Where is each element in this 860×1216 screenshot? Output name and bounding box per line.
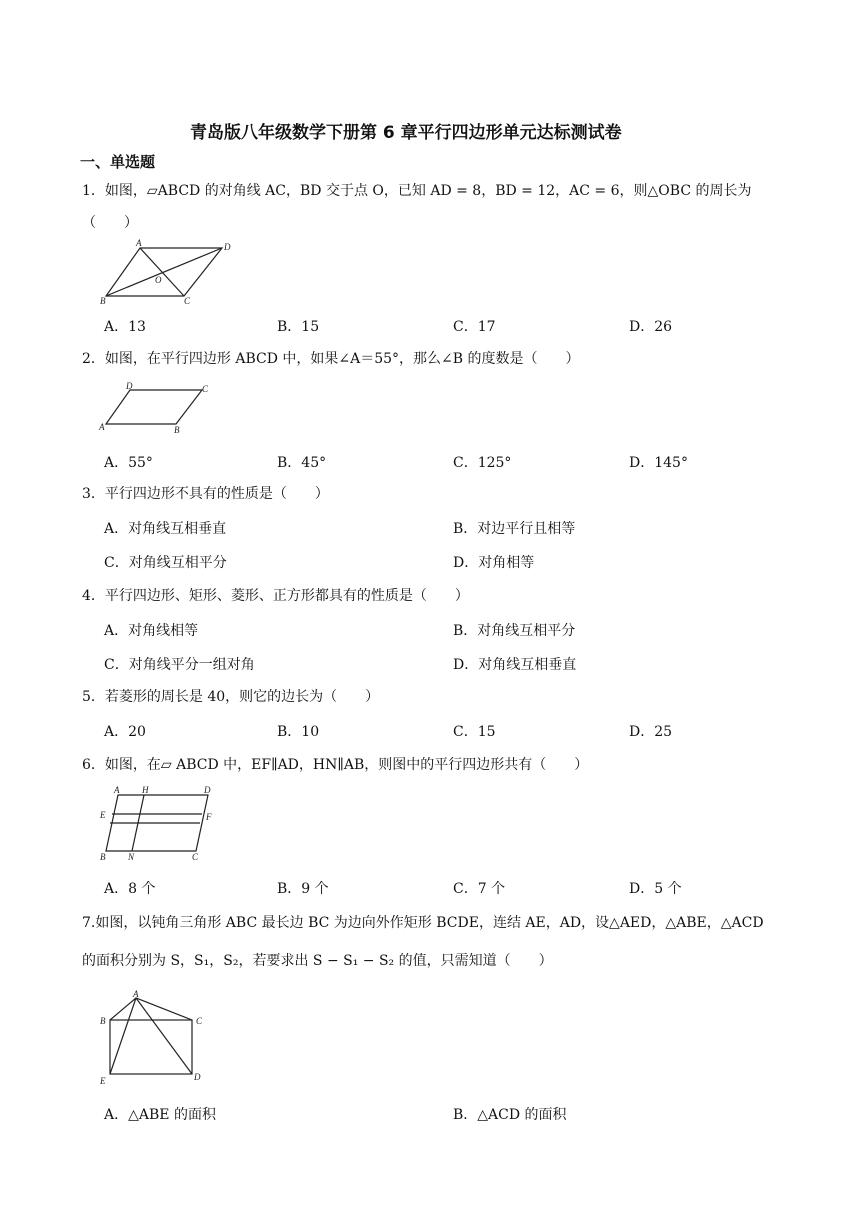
section-heading: 一、单选题: [80, 153, 156, 171]
fig1-label-o: O: [155, 275, 162, 285]
question-6-option-b[interactable]: B．9 个: [277, 881, 329, 897]
question-1-stem: 1．如图，▱ABCD 的对角线 AC，BD 交于点 O，已知 AD = 8，BD = 12，AC = 6，则△OBC 的周长为: [82, 183, 752, 199]
question-4-stem: 4．平行四边形、矩形、菱形、正方形都具有的性质是（ ）: [82, 588, 469, 604]
question-2-option-a[interactable]: A．55°: [104, 455, 153, 471]
question-7-option-a[interactable]: A．△ABE 的面积: [104, 1107, 216, 1123]
question-4-option-a[interactable]: A．对角线相等: [104, 623, 199, 639]
question-2-option-b[interactable]: B．45°: [277, 455, 327, 471]
question-7-figure: [98, 990, 214, 1090]
question-6-option-a[interactable]: A．8 个: [104, 881, 156, 897]
fig1-label-c: C: [184, 296, 191, 306]
fig6-label-d: D: [204, 785, 211, 795]
question-2-figure: [98, 380, 218, 436]
question-1-option-b[interactable]: B．15: [277, 319, 320, 335]
question-4-option-d[interactable]: D．对角线互相垂直: [453, 657, 577, 673]
fig6-label-b: B: [100, 852, 106, 862]
question-5-option-a[interactable]: A．20: [104, 724, 146, 740]
question-5-option-c[interactable]: C．15: [453, 724, 496, 740]
fig7-label-c: C: [196, 1016, 203, 1026]
fig6-label-f: F: [206, 812, 212, 822]
fig1-label-d: D: [224, 242, 231, 252]
question-2-option-c[interactable]: C．125°: [453, 455, 512, 471]
question-1-figure: [98, 238, 238, 308]
triangle-abc: [110, 998, 192, 1020]
fig1-label-a: A: [136, 238, 142, 248]
question-7-option-b[interactable]: B．△ACD 的面积: [453, 1107, 567, 1123]
parallelogram-abcd-2: [106, 390, 202, 424]
fig6-label-e: E: [100, 810, 106, 820]
page-title: 青岛版八年级数学下册第 6 章平行四边形单元达标测试卷: [190, 123, 622, 143]
question-1-option-c[interactable]: C．17: [453, 319, 496, 335]
fig2-label-a: A: [99, 422, 105, 432]
question-2-option-d[interactable]: D．145°: [629, 455, 688, 471]
fig2-label-c: C: [202, 384, 209, 394]
fig1-label-b: B: [100, 296, 106, 306]
fig2-label-d: D: [126, 381, 133, 391]
fig7-label-d: D: [194, 1072, 201, 1082]
question-3-option-b[interactable]: B．对边平行且相等: [453, 521, 576, 537]
question-7-stem: 7.如图，以钝角三角形 ABC 最长边 BC 为边向外作矩形 BCDE，连结 AE，AD，设△AED，△ABE，△ACD: [82, 915, 764, 931]
fig6-label-c: C: [192, 852, 199, 862]
fig2-label-b: B: [174, 425, 180, 435]
question-5-option-d[interactable]: D．25: [629, 724, 673, 740]
question-1-stem-cont: （ ）: [82, 215, 138, 231]
question-5-option-b[interactable]: B．10: [277, 724, 320, 740]
fig7-label-e: E: [100, 1076, 106, 1086]
question-6-option-d[interactable]: D．5 个: [629, 881, 682, 897]
question-2-stem: 2．如图，在平行四边形 ABCD 中，如果∠A＝55°，那么∠B 的度数是（ ）: [82, 351, 580, 367]
question-1-option-a[interactable]: A．13: [104, 319, 146, 335]
question-3-option-d[interactable]: D．对角相等: [453, 555, 535, 571]
question-3-stem: 3．平行四边形不具有的性质是（ ）: [82, 486, 329, 502]
question-5-stem: 5．若菱形的周长是 40，则它的边长为（ ）: [82, 689, 380, 705]
question-7-stem-cont: 的面积分别为 S，S₁，S₂，若要求出 S − S₁ − S₂ 的值，只需知道（ ）: [82, 953, 553, 969]
question-1-option-d[interactable]: D．26: [629, 319, 673, 335]
question-4-option-c[interactable]: C．对角线平分一组对角: [104, 657, 255, 673]
fig7-label-a: A: [133, 990, 139, 999]
question-6-figure: [98, 785, 222, 863]
question-6-stem: 6．如图，在▱ ABCD 中，EF∥AD，HN∥AB，则图中的平行四边形共有（ ）: [82, 757, 589, 773]
question-4-option-b[interactable]: B．对角线互相平分: [453, 623, 576, 639]
fig6-label-h: H: [142, 785, 149, 795]
diagonal-ac: [140, 248, 184, 296]
rectangle-bcde: [110, 1020, 192, 1074]
question-6-option-c[interactable]: C．7 个: [453, 881, 506, 897]
fig6-label-a: A: [114, 785, 120, 795]
fig7-label-b: B: [100, 1016, 106, 1026]
fig6-label-n: N: [128, 852, 135, 862]
question-3-option-a[interactable]: A．对角线互相垂直: [104, 521, 227, 537]
question-3-option-c[interactable]: C．对角线互相平分: [104, 555, 227, 571]
